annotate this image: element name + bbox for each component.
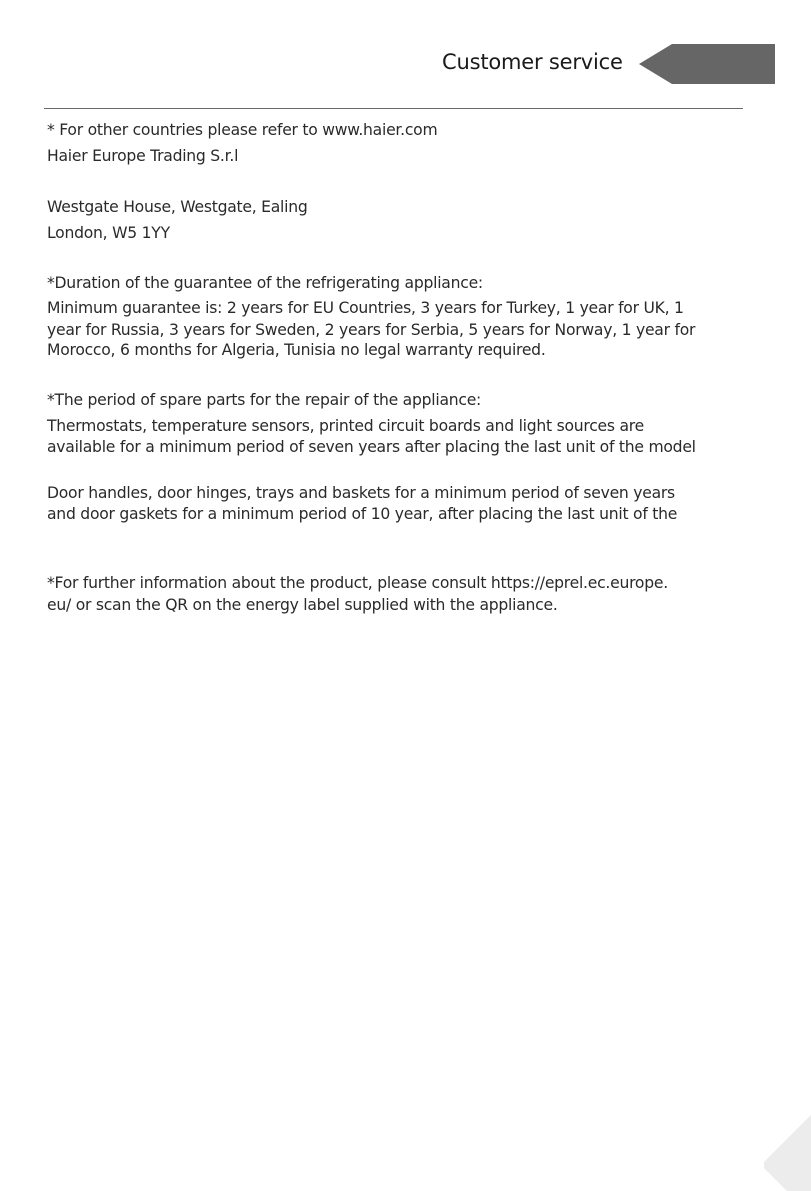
- section-tab-marker: [639, 44, 775, 84]
- text-line: *The period of spare parts for the repair of the appliance:: [47, 391, 482, 409]
- text-line: available for a minimum period of seven years after placing the last unit of the model: [47, 438, 696, 456]
- text-line: London, W5 1YY: [47, 224, 170, 242]
- page-corner-decoration: [760, 1115, 811, 1191]
- header-divider: [44, 108, 743, 109]
- text-line: and door gaskets for a minimum period of 10 year, after placing the last unit of the: [47, 505, 678, 523]
- text-line: Door handles, door hinges, trays and baskets for a minimum period of seven years: [47, 484, 675, 502]
- text-line: *Duration of the guarantee of the refrigerating appliance:: [47, 274, 483, 292]
- text-line: eu/ or scan the QR on the energy label supplied with the appliance.: [47, 596, 558, 614]
- text-line: Haier Europe Trading S.r.l: [47, 147, 239, 165]
- text-line: * For other countries please refer to www.haier.com: [47, 121, 438, 139]
- text-line: Thermostats, temperature sensors, printed circuit boards and light sources are: [47, 417, 644, 435]
- text-line: Morocco, 6 months for Algeria, Tunisia no legal warranty required.: [47, 341, 546, 359]
- text-line: Minimum guarantee is: 2 years for EU Countries, 3 years for Turkey, 1 year for UK, 1: [47, 299, 684, 317]
- text-line: Westgate House, Westgate, Ealing: [47, 198, 308, 216]
- page-section-title: Customer service: [442, 50, 623, 74]
- text-line: year for Russia, 3 years for Sweden, 2 years for Serbia, 5 years for Norway, 1 year for: [47, 321, 696, 339]
- text-line: *For further information about the product, please consult https://eprel.ec.europe.: [47, 574, 668, 592]
